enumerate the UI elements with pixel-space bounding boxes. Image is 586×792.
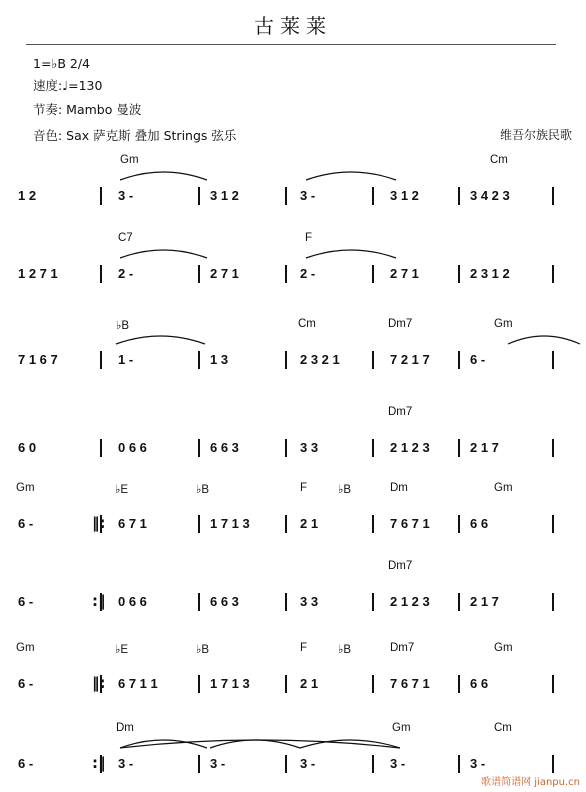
measure-notes: 3 -: [210, 756, 226, 771]
chord-symbol: Gm: [494, 642, 513, 654]
measure-notes: 1 7 1 3: [210, 516, 250, 531]
chord-symbol: Cm: [494, 722, 512, 734]
chord-symbol: Cm: [490, 154, 508, 166]
measure-notes: 6 -: [18, 594, 34, 609]
chord-symbol: ♭E: [115, 644, 129, 656]
measure-notes: 7 1 6 7: [18, 352, 58, 367]
measure-notes: 1 2 7 1: [18, 266, 58, 281]
measure-notes: 2 1 2 3: [390, 594, 430, 609]
composer: 维吾尔族民歌: [499, 128, 572, 142]
measure-notes: 7 6 7 1: [390, 516, 430, 531]
chord-symbol: Gm: [494, 482, 513, 494]
measure-notes: 3 3: [300, 594, 319, 609]
chord-symbol: Dm7: [388, 318, 413, 330]
measure-notes: 3 -: [118, 756, 134, 771]
measure-notes: 3 -: [300, 756, 316, 771]
measure-notes: 6 6: [470, 516, 489, 531]
chord-symbol: ♭B: [196, 484, 210, 496]
measure-notes: 1 7 1 3: [210, 676, 250, 691]
measure-notes: 1 -: [118, 352, 134, 367]
measure-notes: 6 -: [470, 352, 486, 367]
key-signature: 1=♭B 2/4: [33, 56, 90, 71]
chord-symbol: Cm: [298, 318, 316, 330]
measure-notes: 3 -: [390, 756, 406, 771]
tie-arc: [120, 172, 207, 180]
tie-arc: [120, 740, 400, 748]
measure-notes: 2 7 1: [210, 266, 239, 281]
rhythm: 节奏: Mambo 曼波: [33, 102, 142, 117]
tie-arc: [306, 172, 396, 180]
measure-notes: 7 6 7 1: [390, 676, 430, 691]
measure-notes: 6 0: [18, 440, 37, 455]
measure-notes: 0 6 6: [118, 440, 147, 455]
measure-notes: 6 6 3: [210, 440, 239, 455]
song-title: 古莱莱: [254, 14, 332, 38]
chord-symbol: Dm7: [390, 642, 415, 654]
measure-notes: 6 6: [470, 676, 489, 691]
chord-symbol: ♭B: [196, 644, 210, 656]
measure-notes: 2 -: [300, 266, 316, 281]
measure-notes: 1 3: [210, 352, 229, 367]
measure-notes: 6 -: [18, 756, 34, 771]
tie-arc: [116, 336, 205, 344]
tie-arc: [120, 250, 207, 258]
measure-notes: 3 4 2 3: [470, 188, 510, 203]
measure-notes: 6 -: [18, 516, 34, 531]
chord-symbol: Dm: [116, 722, 134, 734]
measure-notes: 2 1: [300, 516, 319, 531]
chord-symbol: Gm: [494, 318, 513, 330]
measure-notes: 3 1 2: [210, 188, 239, 203]
measure-notes: 7 2 1 7: [390, 352, 430, 367]
chord-symbol: Gm: [16, 642, 35, 654]
chord-symbol: Gm: [392, 722, 411, 734]
timbre: 音色: Sax 萨克斯 叠加 Strings 弦乐: [33, 128, 237, 143]
measure-notes: 6 6 3: [210, 594, 239, 609]
measure-notes: 2 3 1 2: [470, 266, 510, 281]
measure-notes: 3 3: [300, 440, 319, 455]
measure-notes: 2 7 1: [390, 266, 419, 281]
repeat-sign: ‖:: [92, 674, 106, 692]
measure-notes: 6 -: [18, 676, 34, 691]
measure-notes: 1 2: [18, 188, 37, 203]
watermark: 歌谱简谱网 jianpu.cn: [481, 777, 580, 788]
tie-arc: [508, 336, 580, 344]
measure-notes: 3 -: [118, 188, 134, 203]
measure-notes: 2 3 2 1: [300, 352, 340, 367]
measure-notes: 2 1: [300, 676, 319, 691]
chord-symbol: Dm7: [388, 406, 413, 418]
chord-symbol: Dm7: [388, 560, 413, 572]
chord-symbol: Dm: [390, 482, 408, 494]
chord-symbol: ♭B: [338, 644, 352, 656]
measure-notes: 3 -: [300, 188, 316, 203]
tie-arc: [210, 740, 300, 748]
chord-symbol: ♭B: [338, 484, 352, 496]
tie-arc: [306, 250, 396, 258]
chord-symbol: F: [305, 232, 313, 244]
chord-symbol: F: [300, 642, 308, 654]
repeat-sign: ‖:: [92, 514, 106, 532]
measure-notes: 2 -: [118, 266, 134, 281]
chord-symbol: C7: [118, 232, 133, 244]
measure-notes: 6 7 1 1: [118, 676, 158, 691]
measure-notes: 2 1 7: [470, 440, 499, 455]
chord-symbol: Gm: [120, 154, 139, 166]
measure-notes: 0 6 6: [118, 594, 147, 609]
chord-symbol: ♭E: [115, 484, 129, 496]
chord-symbol: F: [300, 482, 308, 494]
repeat-sign: :‖: [92, 592, 106, 610]
measure-notes: 2 1 7: [470, 594, 499, 609]
measure-notes: 3 -: [470, 756, 486, 771]
measure-notes: 3 1 2: [390, 188, 419, 203]
chord-symbol: ♭B: [116, 320, 130, 332]
chord-symbol: Gm: [16, 482, 35, 494]
repeat-sign: :‖: [92, 754, 106, 772]
tempo: 速度:♩=130: [33, 78, 103, 93]
measure-notes: 2 1 2 3: [390, 440, 430, 455]
measure-notes: 6 7 1: [118, 516, 147, 531]
